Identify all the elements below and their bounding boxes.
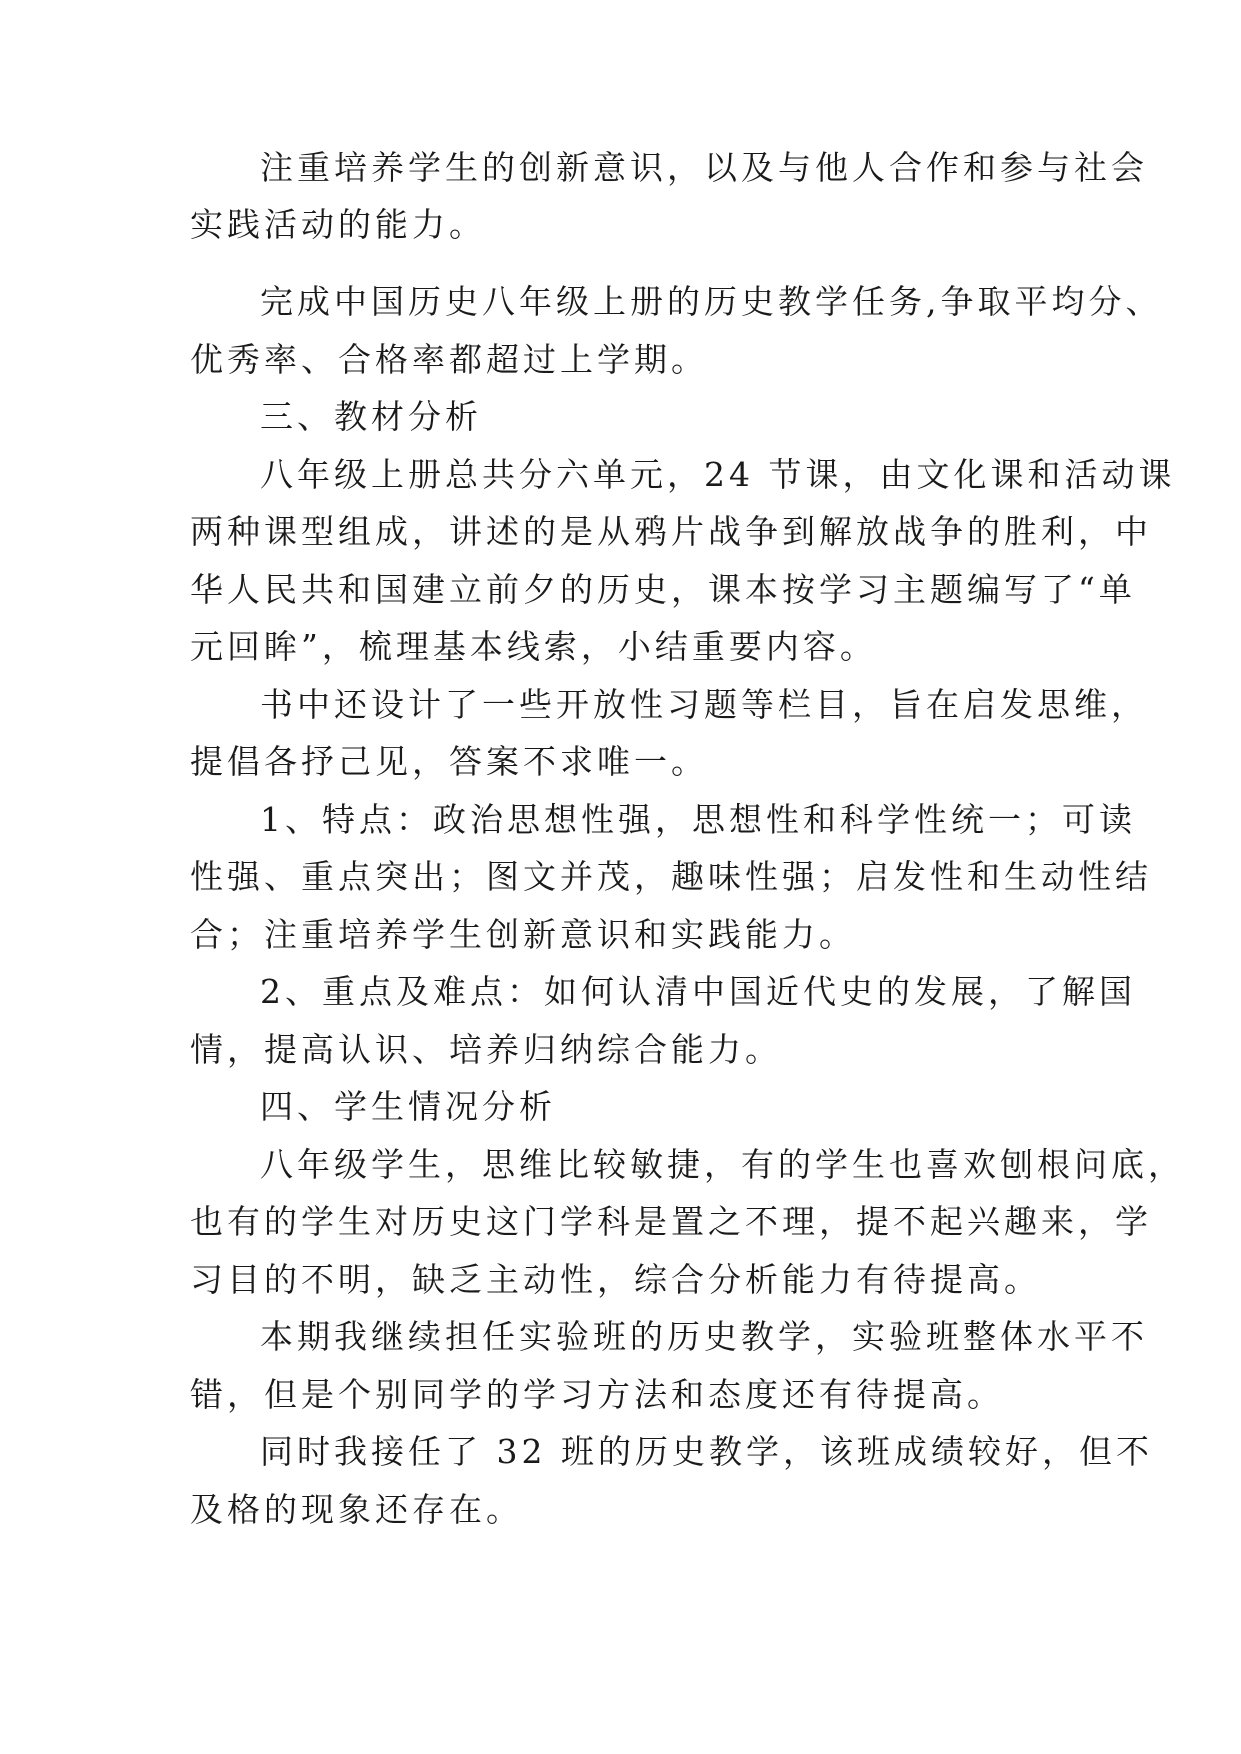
text-line: 错，但是个别同学的学习方法和态度还有待提高。 [190, 1375, 1004, 1414]
text-line: 情，提高认识、培养归纳综合能力。 [190, 1030, 782, 1069]
text-line: 2、重点及难点：如何认清中国近代史的发展，了解国 [260, 972, 1136, 1011]
section-heading: 三、教材分析 [260, 397, 482, 436]
text-line: 优秀率、合格率都超过上学期。 [190, 340, 708, 379]
text-line: 书中还设计了一些开放性习题等栏目，旨在启发思维， [260, 685, 1148, 724]
text-line: 本期我继续担任实验班的历史教学，实验班整体水平不 [260, 1317, 1148, 1356]
text-line: 八年级学生，思维比较敏捷，有的学生也喜欢刨根问底， [260, 1145, 1185, 1184]
text-line: 习目的不明，缺乏主动性，综合分析能力有待提高。 [190, 1260, 1041, 1299]
text-line: 元回眸”，梳理基本线索，小结重要内容。 [190, 627, 877, 666]
text-line: 华人民共和国建立前夕的历史，课本按学习主题编写了“单 [190, 570, 1136, 609]
text-line: 注重培养学生的创新意识，以及与他人合作和参与社会 [260, 148, 1148, 187]
text-line: 1、特点：政治思想性强，思想性和科学性统一；可读 [260, 800, 1136, 839]
text-line: 及格的现象还存在。 [190, 1490, 523, 1529]
text-line: 提倡各抒己见，答案不求唯一。 [190, 742, 708, 781]
text-line: 同时我接任了 32 班的历史教学，该班成绩较好，但不 [260, 1432, 1153, 1471]
text-line: 实践活动的能力。 [190, 205, 486, 244]
text-line: 也有的学生对历史这门学科是置之不理，提不起兴趣来，学 [190, 1202, 1152, 1241]
text-line: 完成中国历史八年级上册的历史教学任务,争取平均分、 [260, 282, 1163, 321]
text-line: 性强、重点突出；图文并茂，趣味性强；启发性和生动性结 [190, 857, 1152, 896]
text-line: 八年级上册总共分六单元，24 节课，由文化课和活动课 [260, 455, 1176, 494]
text-line: 两种课型组成，讲述的是从鸦片战争到解放战争的胜利，中 [190, 512, 1152, 551]
section-heading: 四、学生情况分析 [260, 1087, 556, 1126]
text-line: 合；注重培养学生创新意识和实践能力。 [190, 915, 856, 954]
